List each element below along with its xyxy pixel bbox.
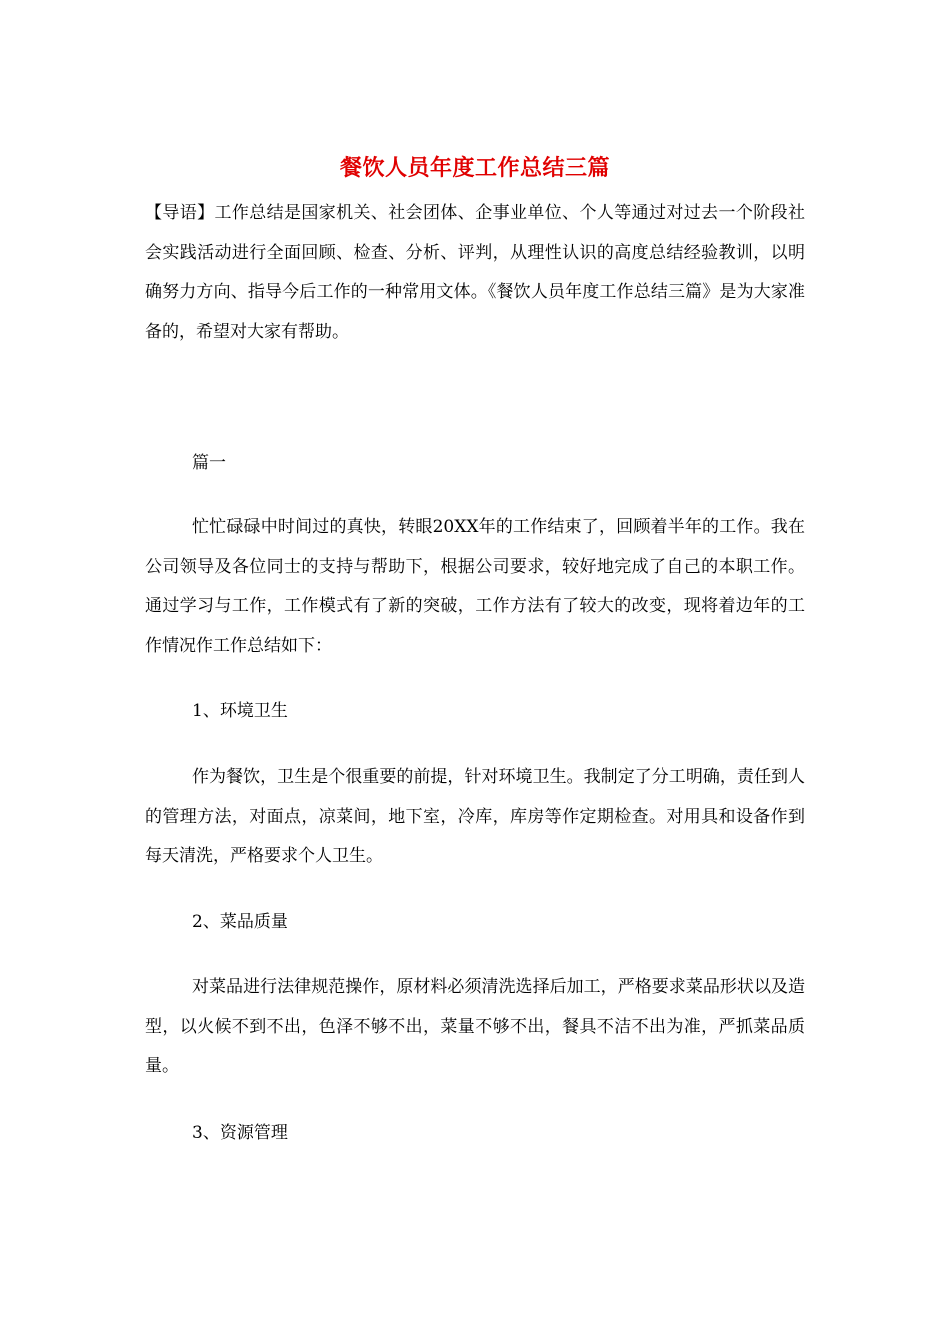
paragraph-2: 作为餐饮，卫生是个很重要的前提，针对环境卫生。我制定了分工明确，责任到人的管理方法，对面点，凉菜间，地下室，冷库，库房等作定期检查。对用具和设备作到每天清洗，严格要求个人卫生。 xyxy=(145,767,805,866)
intro-paragraph xyxy=(145,194,805,352)
section-title: 篇一 xyxy=(192,453,226,473)
paragraph-3: 对菜品进行法律规范操作，原材料必须清洗选择后加工，严格要求菜品形状以及造型，以火候不到不出，色泽不够不出，菜量不够不出，餐具不洁不出为准，严抓菜品质量。 xyxy=(145,977,805,1076)
heading-environment-hygiene: 1、环境卫生 xyxy=(192,701,288,721)
intro-text: 【导语】工作总结是国家机关、社会团体、企事业单位、个人等通过对过去一个阶段社会实践活动进行全面回顾、检查、分析、评判，从理性认识的高度总结经验教训，以明确努力方向、指导今后工作的一种常用文体。《餐饮人员年度工作总结三篇》是为大家准备的，希望对大家有帮助。 xyxy=(145,203,805,342)
document-title: 餐饮人员年度工作总结三篇 xyxy=(339,155,610,181)
paragraph-1: 忙忙碌碌中时间过的真快，转眼20XX年的工作结束了，回顾着半年的工作。我在公司领导及各位同士的支持与帮助下，根据公司要求，较好地完成了自己的本职工作。通过学习与工作，工作模式有了新的突破，工作方法有了较大的改变，现将着边年的工作情况作工作总结如下： xyxy=(145,517,805,656)
heading-dish-quality: 2、菜品质量 xyxy=(192,912,288,932)
heading-resource-management: 3、资源管理 xyxy=(192,1123,288,1143)
